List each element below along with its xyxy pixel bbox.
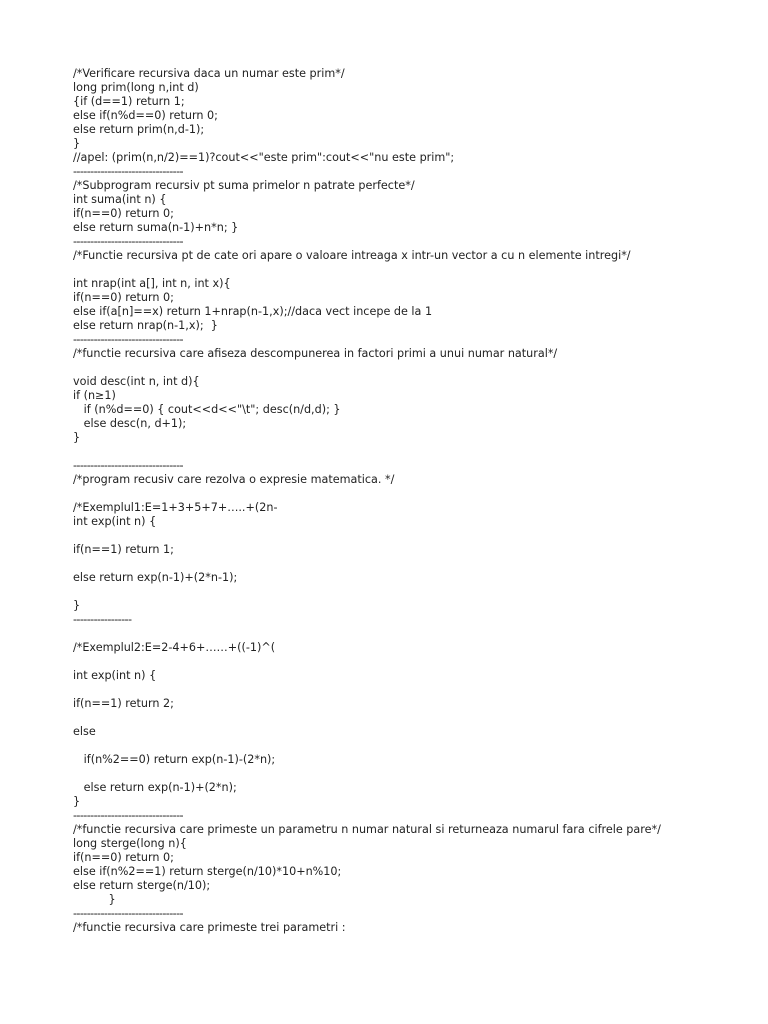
code-line: if (n%d==0) { cout<<d<<"\t"; desc(n/d,d); } bbox=[73, 403, 341, 416]
code-line: /*program recusiv care rezolva o expresie matematica. */ bbox=[73, 473, 395, 486]
code-line: } bbox=[73, 599, 81, 612]
code-line: } bbox=[73, 893, 116, 906]
code-line: } bbox=[73, 431, 81, 444]
code-line: /*functie recursiva care primeste trei parametri : bbox=[73, 921, 346, 934]
separator-line: -------------------------------- bbox=[73, 459, 183, 472]
code-line: if (n≥1) bbox=[73, 389, 116, 402]
code-line: if(n%2==0) return exp(n-1)-(2*n); bbox=[73, 753, 276, 766]
separator-line: -------------------------------- bbox=[73, 809, 183, 822]
code-line: if(n==0) return 0; bbox=[73, 207, 174, 220]
code-line: int exp(int n) { bbox=[73, 669, 157, 682]
code-line: void desc(int n, int d){ bbox=[73, 375, 200, 388]
code-line: else if(n%d==0) return 0; bbox=[73, 109, 218, 122]
code-line: else desc(n, d+1); bbox=[73, 417, 187, 430]
blank-line bbox=[73, 361, 753, 375]
code-line: else return sterge(n/10); bbox=[73, 879, 211, 892]
code-line: /*functie recursiva care afiseza descompunerea in factori primi a unui numar natural*/ bbox=[73, 347, 558, 360]
code-line: else if(n%2==1) return sterge(n/10)*10+n%10; bbox=[73, 865, 342, 878]
blank-line bbox=[73, 445, 753, 459]
code-line: if(n==0) return 0; bbox=[73, 291, 174, 304]
blank-line bbox=[73, 263, 753, 277]
blank-line bbox=[73, 739, 753, 753]
blank-line bbox=[73, 529, 753, 543]
code-line: } bbox=[73, 795, 81, 808]
code-line: /*Exemplul1:E=1+3+5+7+…..+(2n- bbox=[73, 501, 278, 514]
code-line: if(n==1) return 2; bbox=[73, 697, 174, 710]
separator-line: -------------------------------- bbox=[73, 333, 183, 346]
code-line: int exp(int n) { bbox=[73, 515, 157, 528]
code-line: else return exp(n-1)+(2*n-1); bbox=[73, 571, 238, 584]
code-line: /*functie recursiva care primeste un parametru n numar natural si returneaza numarul fara cifrele pare*/ bbox=[73, 823, 661, 836]
separator-line: -------------------------------- bbox=[73, 907, 183, 920]
code-line: long prim(long n,int d) bbox=[73, 81, 199, 94]
code-line: else if(a[n]==x) return 1+nrap(n-1,x);//daca vect incepe de la 1 bbox=[73, 305, 433, 318]
blank-line bbox=[73, 487, 753, 501]
blank-line bbox=[73, 655, 753, 669]
code-line: else return prim(n,d-1); bbox=[73, 123, 205, 136]
code-line: else return suma(n-1)+n*n; } bbox=[73, 221, 239, 234]
separator-line: ----------------- bbox=[73, 613, 132, 626]
code-line: else return exp(n-1)+(2*n); bbox=[73, 781, 237, 794]
separator-line: -------------------------------- bbox=[73, 235, 183, 248]
code-line: //apel: (prim(n,n/2)==1)?cout<<"este prim":cout<<"nu este prim"; bbox=[73, 151, 455, 164]
code-line: /*Subprogram recursiv pt suma primelor n patrate perfecte*/ bbox=[73, 179, 415, 192]
blank-line bbox=[73, 627, 753, 641]
code-line: int nrap(int a[], int n, int x){ bbox=[73, 277, 231, 290]
code-line: /*Verificare recursiva daca un numar este prim*/ bbox=[73, 67, 345, 80]
blank-line bbox=[73, 767, 753, 781]
blank-line bbox=[73, 683, 753, 697]
code-line: int suma(int n) { bbox=[73, 193, 167, 206]
code-line: } bbox=[73, 137, 81, 150]
blank-line bbox=[73, 557, 753, 571]
code-line: if(n==1) return 1; bbox=[73, 543, 174, 556]
code-listing bbox=[73, 67, 753, 935]
code-line: {if (d==1) return 1; bbox=[73, 95, 185, 108]
code-line: if(n==0) return 0; bbox=[73, 851, 174, 864]
code-line: else bbox=[73, 725, 96, 738]
code-line: /*Functie recursiva pt de cate ori apare o valoare intreaga x intr-un vector a cu n elemente intregi*/ bbox=[73, 249, 631, 262]
separator-line: -------------------------------- bbox=[73, 165, 183, 178]
code-line: /*Exemplul2:E=2-4+6+……+((-1)^( bbox=[73, 641, 276, 654]
blank-line bbox=[73, 711, 753, 725]
code-line: long sterge(long n){ bbox=[73, 837, 187, 850]
code-line: else return nrap(n-1,x); } bbox=[73, 319, 218, 332]
blank-line bbox=[73, 585, 753, 599]
